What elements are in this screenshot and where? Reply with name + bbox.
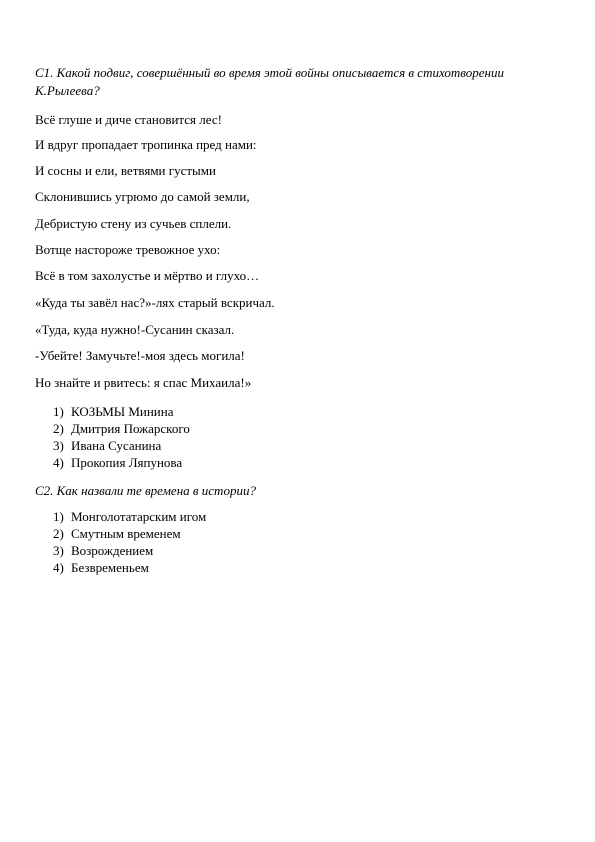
answer-option[interactable] xyxy=(53,437,190,454)
option-number: 1) xyxy=(53,404,64,419)
option-text: КОЗЬМЫ Минина xyxy=(71,404,174,419)
option-number: 3) xyxy=(53,438,64,453)
poem-line: Всё в том захолустье и мёртво и глухо… xyxy=(35,268,260,283)
poem-line: И сосны и ели, ветвями густыми xyxy=(35,163,216,178)
answer-option[interactable] xyxy=(53,542,206,559)
option-text: Ивана Сусанина xyxy=(71,438,162,453)
option-text: Прокопия Ляпунова xyxy=(71,455,183,470)
poem-line: Всё глуше и диче становится лес! xyxy=(35,112,222,127)
poem-line: -Убейте! Замучьте!-моя здесь могила! xyxy=(35,348,245,363)
question-2-text: С2. Как назвали те времена в истории? xyxy=(35,483,256,498)
option-number: 1) xyxy=(53,509,64,524)
answer-option[interactable] xyxy=(53,420,190,437)
answer-option[interactable] xyxy=(53,559,206,576)
answer-option[interactable] xyxy=(53,525,206,542)
option-number: 4) xyxy=(53,455,64,470)
answer-option[interactable] xyxy=(53,403,190,420)
option-number: 4) xyxy=(53,560,64,575)
option-text: Монголотатарским игом xyxy=(71,509,207,524)
poem-line: Но знайте и рвитесь: я спас Михаила!» xyxy=(35,375,252,390)
option-text: Смутным временем xyxy=(71,526,181,541)
question-2-options xyxy=(53,508,206,576)
poem-line: Склонившись угрюмо до самой земли, xyxy=(35,189,250,204)
poem-line: «Куда ты завёл нас?»-лях старый вскричал. xyxy=(35,295,275,310)
question-1-text: С1. Какой подвиг, совершённый во время этой войны описывается в стихотворении К.Рылеева? xyxy=(35,65,504,98)
answer-option[interactable] xyxy=(53,454,190,471)
option-text: Возрождением xyxy=(71,543,154,558)
option-number: 2) xyxy=(53,526,64,541)
question-1-options xyxy=(53,403,190,471)
poem-line: «Туда, куда нужно!-Сусанин сказал. xyxy=(35,322,235,337)
option-text: Безвременьем xyxy=(71,560,149,575)
poem-line: Вотще настороже тревожное ухо: xyxy=(35,242,221,257)
answer-option[interactable] xyxy=(53,508,206,525)
poem-line: Дебристую стену из сучьев сплели. xyxy=(35,216,232,231)
option-number: 3) xyxy=(53,543,64,558)
poem-line: И вдруг пропадает тропинка пред нами: xyxy=(35,137,257,152)
option-number: 2) xyxy=(53,421,64,436)
option-text: Дмитрия Пожарского xyxy=(71,421,190,436)
